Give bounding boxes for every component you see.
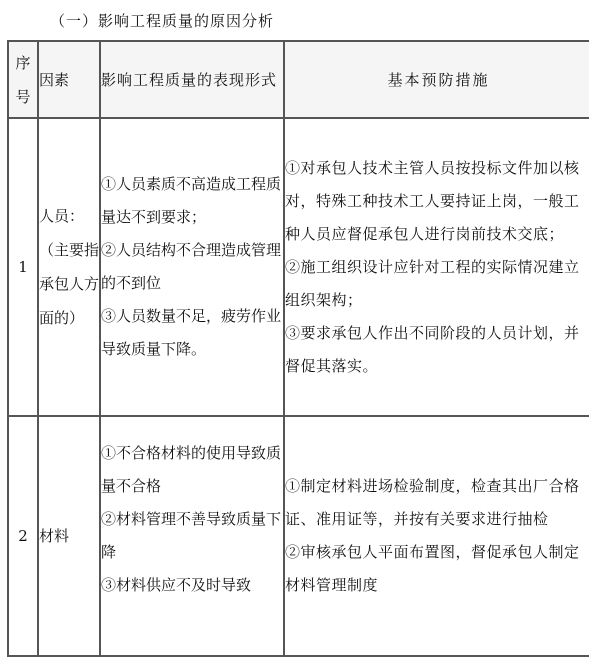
table-row xyxy=(8,416,589,656)
header-factor: 因素 xyxy=(38,41,100,118)
row-forms xyxy=(100,416,284,656)
measure-item: ①对承包人技术主管人员按投标文件加以核对，特殊工种技术工人要持证上岗，一般工种人员应督促承包人进行岗前技术交底； xyxy=(285,158,580,243)
quality-cause-table xyxy=(7,40,589,657)
form-item: ①不合格材料的使用导致质量不合格 xyxy=(101,444,282,495)
row-number: 1 xyxy=(8,118,38,416)
form-item: ③人员数量不足，疲劳作业导致质量下降。 xyxy=(101,307,282,358)
measure-item: ②审核承包人平面布置图，督促承包人制定材料管理制度 xyxy=(285,543,580,594)
row-factor: 材料 xyxy=(38,416,100,656)
section-heading: （一）影响工程质量的原因分析 xyxy=(50,12,275,30)
form-item: ②人员结构不合理造成管理的不到位 xyxy=(101,241,282,292)
measure-item: ①制定材料进场检验制度，检查其出厂合格证、准用证等，并按有关要求进行抽检 xyxy=(285,477,580,528)
row-measures xyxy=(284,416,589,656)
row-forms xyxy=(100,118,284,416)
measure-item: ②施工组织设计应针对工程的实际情况建立组织架构； xyxy=(285,257,580,309)
form-item: ②材料管理不善导致质量下降 xyxy=(101,510,282,561)
row-number: 2 xyxy=(8,416,38,656)
table-row xyxy=(8,118,589,416)
row-measures xyxy=(284,118,589,416)
form-item: ①人员素质不高造成工程质量达不到要求； xyxy=(101,175,282,226)
row-factor: 人员：（主要指承包人方面的） xyxy=(38,118,100,416)
header-no: 序号 xyxy=(8,41,38,118)
measure-item: ③要求承包人作出不同阶段的人员计划，并督促其落实。 xyxy=(285,323,580,375)
header-measure: 基本预防措施 xyxy=(284,41,589,118)
header-form: 影响工程质量的表现形式 xyxy=(100,41,284,118)
form-item: ③材料供应不及时导致 xyxy=(101,576,252,594)
table-header-row xyxy=(8,41,589,118)
